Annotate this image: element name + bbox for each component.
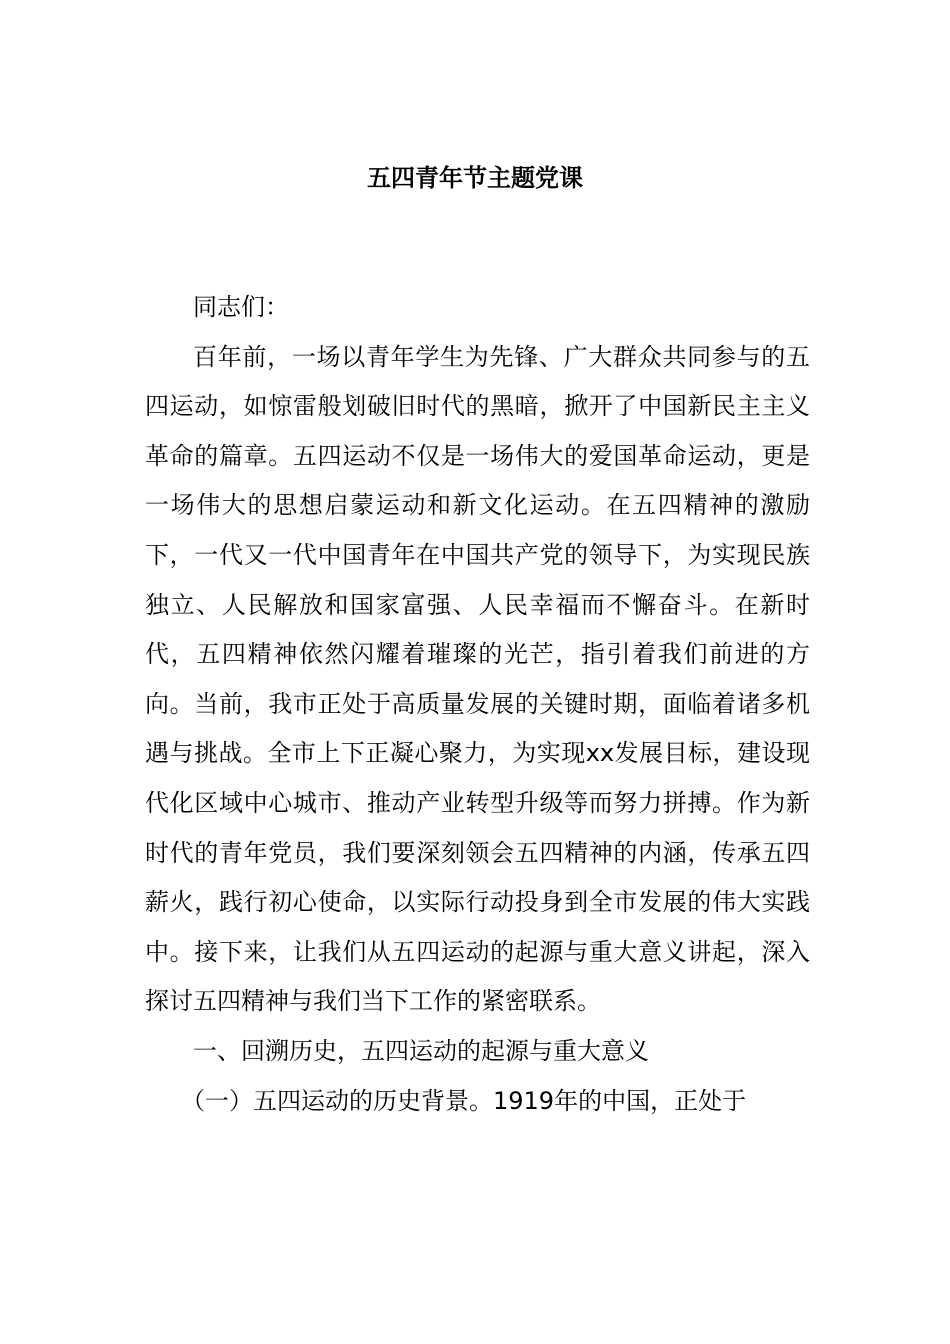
greeting-line: 同志们： — [193, 293, 289, 321]
intro-paragraph: 百年前，一场以青年学生为先锋、广大群众共同参与的五四运动，如惊雷般划破旧时代的黑暗，掀开了中国新民主主义革命的篇章。五四运动不仅是一场伟大的爱国革命运动，更是一场伟大的思想启蒙运动和新文化运动。在五四精神的激励下，一代又一代中国青年在中国共产党的领导下，为实现民族独立、人民解放和国家富强、人民幸福而不懈奋斗。在新时代，五四精神依然闪耀着璀璨的光芒，指引着我们前进的方向。当前，我市正处于高质量发展的关键时期，面临着诸多机遇与挑战。全市上下正凝心聚力，为实现xx发展目标，建设现代化区域中心城市、推动产业转型升级等而努力拼搏。作为新时代的青年党员，我们要深刻领会五四精神的内涵，传承五四薪火，践行初心使命，以实际行动投身到全市发展的伟大实践中。接下来，让我们从五四运动的起源与重大意义讲起，深入探讨五四精神与我们当下工作的紧密联系。 — [145, 342, 810, 1016]
document-title: 五四青年节主题党课 — [367, 164, 583, 192]
subsection-paragraph: （一）五四运动的历史背景。1919年的中国，正处于 — [181, 1086, 747, 1115]
section-heading: 一、回溯历史，五四运动的起源与重大意义 — [193, 1036, 649, 1065]
document-body — [145, 283, 810, 1126]
